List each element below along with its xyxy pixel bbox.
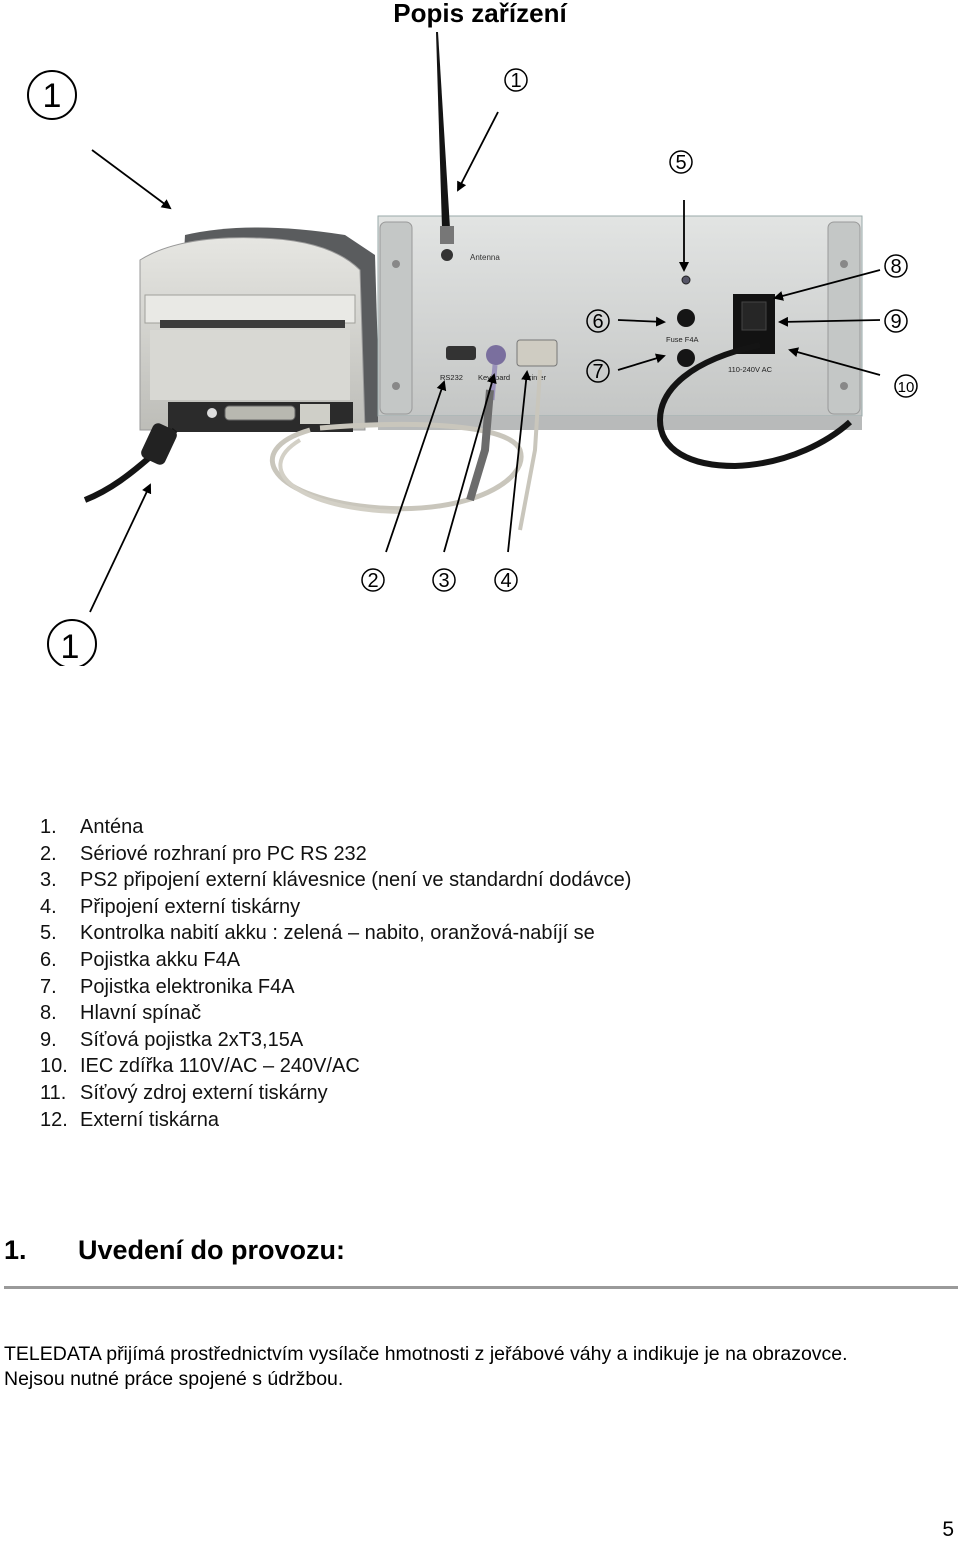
svg-text:1: 1: [42, 77, 62, 115]
page-number: 5: [942, 1518, 954, 1541]
antenna-port-label: Antenna: [470, 253, 500, 262]
callout-5: [670, 151, 692, 174]
list-item: 2. Sériové rozhraní pro PC RS 232: [40, 842, 367, 865]
callout-10: [895, 375, 917, 397]
callout-1-top: [28, 71, 76, 119]
paragraph-line: TELEDATA přijímá prostřednictvím vysílače hmotnosti z jeřábové váhy a indikuje je na obrazovce.: [4, 1343, 848, 1365]
list-item: 8. Hlavní spínač: [40, 1002, 202, 1025]
callout-3: [433, 569, 455, 592]
list-item: 11. Síťový zdroj externí tiskárny: [40, 1081, 328, 1104]
svg-text:7: 7: [592, 361, 604, 383]
section-number: 1.: [4, 1235, 27, 1265]
list-item: 10. IEC zdířka 110V/AC – 240V/AC: [40, 1055, 360, 1078]
rs232-port-label: RS232: [440, 373, 463, 382]
callout-8: [885, 255, 907, 278]
list-item: 7. Pojistka elektronika F4A: [40, 975, 295, 998]
callout-9: [885, 310, 907, 333]
list-item: 9. Síťová pojistka 2xT3,15A: [40, 1028, 304, 1051]
svg-text:9: 9: [890, 311, 902, 333]
body-paragraph: [4, 1342, 956, 1392]
printer-port-label: Printer: [524, 373, 547, 382]
section-title: Uvedení do provozu:: [78, 1235, 346, 1265]
svg-text:3: 3: [438, 570, 450, 592]
list-item: 3. PS2 připojení externí klávesnice (není ve standardní dodávce): [40, 869, 632, 892]
power-input-label: 110-240V AC: [728, 365, 773, 374]
list-item: 12. Externí tiskárna: [40, 1108, 219, 1131]
paragraph-line: Nejsou nutné práce spojené s údržbou.: [4, 1368, 344, 1390]
list-item: 6. Pojistka akku F4A: [40, 948, 241, 971]
callout-4: [495, 569, 517, 592]
svg-text:10: 10: [897, 379, 915, 396]
section-divider: [4, 1286, 958, 1289]
svg-text:1: 1: [510, 70, 522, 92]
keyboard-port-label: Keyboard: [478, 373, 511, 382]
svg-text:2: 2: [367, 570, 379, 592]
svg-text:6: 6: [592, 311, 604, 333]
callout-1-bottom: [44, 620, 104, 670]
svg-text:4: 4: [500, 570, 512, 592]
external-printer: [140, 228, 380, 433]
list-item: 1. Anténa: [40, 816, 144, 838]
legend-list: [40, 814, 631, 1133]
svg-text:5: 5: [675, 152, 687, 174]
callout-2: [362, 569, 384, 592]
svg-text:1: 1: [60, 628, 80, 666]
svg-text:8: 8: [890, 256, 902, 278]
section-heading: [4, 1232, 345, 1268]
page-title: Popis zařízení: [393, 0, 567, 28]
callout-1-small: [505, 69, 527, 92]
list-item: 4. Připojení externí tiskárny: [40, 895, 301, 918]
list-item: 5. Kontrolka nabití akku : zelená – nabito, oranžová-nabíjí se: [40, 922, 595, 945]
fuse-label: Fuse F4A: [666, 335, 699, 344]
device-photo: [0, 30, 960, 670]
